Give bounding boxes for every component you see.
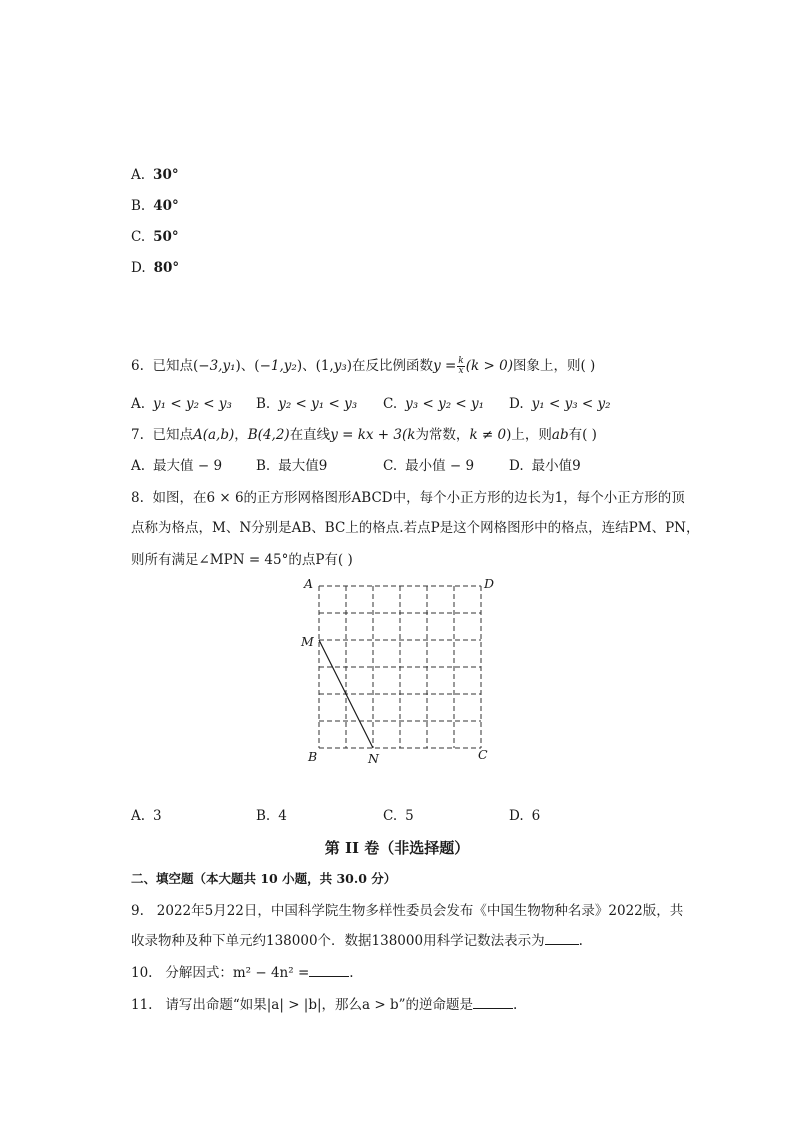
q8-line1: 8. 如图，在6 × 6的正方形网格图形ABCD中，每个小正方形的边长为1，每个小正方形的顶 [131, 490, 685, 506]
q11-answer-blank [473, 996, 513, 1009]
q6-option-c: C. y₃ < y₂ < y₁ [383, 396, 485, 412]
q9-line1: 9. 2022年5月22日，中国科学院生物多样性委员会发布《中国生物物种名录》2022版，共 [131, 903, 684, 919]
q8-option-d: D. 6 [509, 808, 541, 824]
grid-dashed-lines [319, 586, 481, 748]
q7-option-b: B. 最大值9 [256, 458, 328, 474]
grid-figure [0, 570, 794, 810]
q6-stem: 6. 已知点(−3,y₁)、(−1,y₂)、(1,y₃)在反比例函数y = $\frac{k}{x}$ (k > 0)图象上，则( ) [131, 356, 596, 376]
q7-option-a: A. 最大值 − 9 [131, 458, 223, 474]
q5-option-a: A. 30° [131, 167, 179, 183]
q7-option-d: D. 最小值9 [509, 458, 581, 474]
part2-title: 第 II 卷（非选择题） [324, 839, 470, 857]
q6-option-b: B. y₂ < y₁ < y₃ [256, 396, 358, 412]
q7-option-c: C. 最小值 − 9 [383, 458, 475, 474]
q8-option-b: B. 4 [256, 808, 287, 824]
q5-option-d: D. 80° [131, 260, 180, 276]
q7-stem: 7. 已知点A(a,b)，B(4,2)在直线y = kx + 3(k为常数，k ≠ 0)上，则ab有( ) [131, 427, 597, 443]
q10-stem: 10. 分解因式：m² − 4n² = . [131, 965, 354, 981]
q5-option-c: C. 50° [131, 229, 179, 245]
q9-line2: 收录物种及种下单元约138000个．数据138000用科学记数法表示为 . [131, 933, 583, 949]
label-d: D [484, 576, 495, 591]
q6-option-d: D. y₁ < y₃ < y₂ [509, 396, 611, 412]
label-a: A [304, 576, 314, 591]
q8-option-a: A. 3 [131, 808, 162, 824]
q10-answer-blank [309, 964, 349, 977]
q9-answer-blank [545, 932, 579, 945]
label-b: B [308, 749, 318, 764]
q6-option-a: A. y₁ < y₂ < y₃ [131, 396, 232, 412]
label-m: M [301, 634, 314, 649]
section2-header: 二、填空题（本大题共 10 小题，共 30.0 分） [131, 871, 397, 886]
q8-line3: 则所有满足∠MPN = 45°的点P有( ) [131, 552, 353, 568]
q11-stem: 11. 请写出命题“如果|a| > |b|，那么a > b”的逆命题是 . [131, 997, 518, 1013]
label-n: N [368, 751, 379, 766]
label-c: C [478, 747, 488, 762]
q8-option-c: C. 5 [383, 808, 414, 824]
q5-option-b: B. 40° [131, 198, 179, 214]
q8-line2: 点称为格点，M、N分别是AB、BC上的格点.若点P是这个网格图形中的格点，连结PM、PN， [131, 520, 700, 536]
fraction-k-over-x: $\frac{k}{x}$ [458, 356, 464, 376]
